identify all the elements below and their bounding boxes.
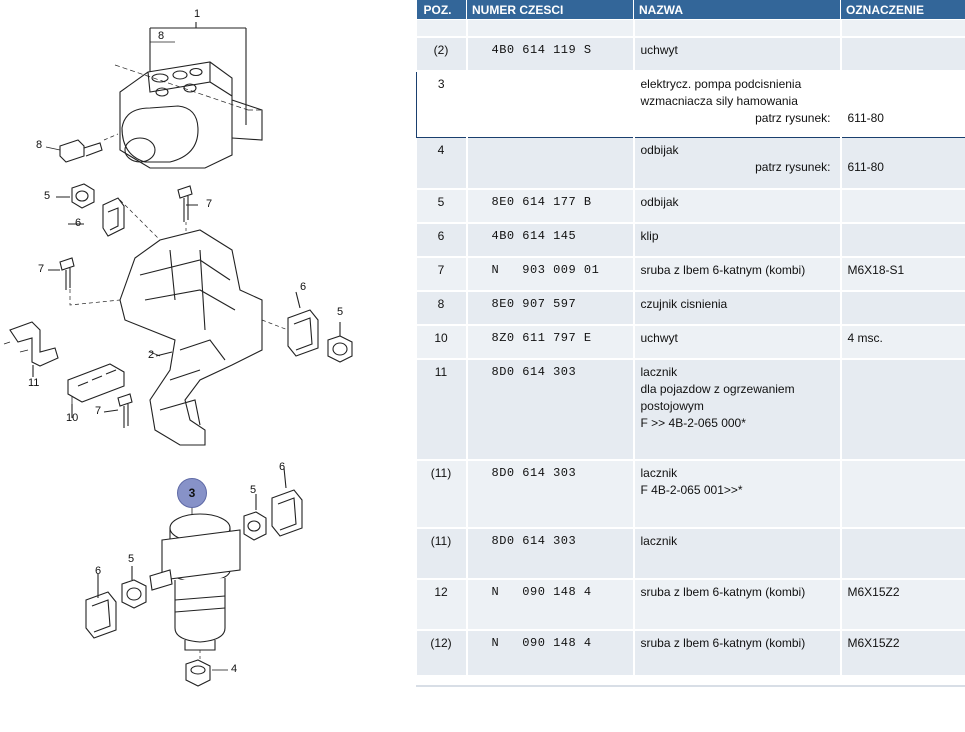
table-row[interactable] (417, 359, 965, 460)
cell-position: 3 (417, 71, 467, 138)
table-row[interactable] (417, 579, 965, 630)
cell-designation (841, 359, 965, 460)
parts-table (416, 0, 965, 677)
cell-designation: 4 msc. (841, 325, 965, 359)
callout-5-left: 5 (44, 190, 51, 202)
cell-designation: M6X18-S1 (841, 257, 965, 291)
table-row[interactable] (417, 291, 965, 325)
cell-designation (841, 291, 965, 325)
name-line: F >> 4B-2-065 000* (640, 415, 746, 430)
cell-part-number[interactable] (467, 71, 634, 138)
name-line: sruba z lbem 6-katnym (kombi) (640, 262, 806, 277)
designation-spacer (848, 76, 961, 93)
callout-5-pump-right: 5 (250, 484, 257, 496)
cell-position: 7 (417, 257, 467, 291)
callout-4: 4 (231, 663, 238, 675)
cell-position: 8 (417, 291, 467, 325)
cell-name (634, 20, 841, 37)
name-line: sruba z lbem 6-katnym (kombi) (640, 635, 806, 650)
cell-designation (841, 460, 965, 528)
cell-name (634, 528, 841, 579)
drawing-reference-link[interactable]: 611-80 (847, 110, 884, 125)
cell-position: 11 (417, 359, 467, 460)
cell-name (634, 189, 841, 223)
cell-position: 4 (417, 138, 467, 189)
selected-part-badge[interactable]: 3 (177, 478, 207, 508)
drawing-reference-link[interactable]: 611-80 (847, 160, 884, 174)
table-row[interactable] (417, 223, 965, 257)
cell-part-number[interactable]: 8E0 614 177 B (467, 189, 634, 223)
cell-designation (841, 528, 965, 579)
callout-6-pump-left: 6 (95, 565, 102, 577)
callout-10: 10 (66, 412, 79, 424)
header-designation[interactable]: OZNACZENIE (841, 0, 965, 20)
cell-position: (11) (417, 528, 467, 579)
table-row[interactable] (417, 71, 965, 138)
callout-8: 8 (36, 139, 43, 151)
callout-6-left: 6 (75, 217, 82, 229)
table-row[interactable] (417, 460, 965, 528)
cell-part-number[interactable]: 8D0 614 303 (467, 528, 634, 579)
name-line: sruba z lbem 6-katnym (kombi) (640, 584, 806, 599)
cell-designation (841, 189, 965, 223)
name-line: lacznik (640, 533, 678, 548)
cell-part-number[interactable]: 8Z0 611 797 E (467, 325, 634, 359)
table-row[interactable] (417, 325, 965, 359)
name-line: klip (640, 228, 659, 243)
cell-name (634, 71, 841, 138)
cell-designation (841, 20, 965, 37)
table-row[interactable] (417, 138, 965, 189)
header-part-number[interactable]: NUMER CZESCI (467, 0, 634, 20)
table-bottom-divider (416, 685, 965, 687)
cell-name (634, 257, 841, 291)
header-name[interactable]: NAZWA (634, 0, 841, 20)
name-line: odbijak (640, 143, 679, 157)
designation-spacer (848, 93, 961, 110)
cell-designation[interactable] (841, 138, 965, 189)
cell-position: 10 (417, 325, 467, 359)
name-line: dla pojazdow z ogrzewaniem (640, 381, 795, 396)
diagram-drawing (0, 0, 412, 732)
table-row[interactable] (417, 528, 965, 579)
name-line: wzmacniacza sily hamowania (640, 93, 798, 108)
cell-name (634, 223, 841, 257)
cell-part-number[interactable]: 4B0 614 145 (467, 223, 634, 257)
cell-name (634, 579, 841, 630)
cell-name (634, 630, 841, 676)
header-poz[interactable]: POZ. (417, 0, 467, 20)
table-row[interactable] (417, 20, 965, 37)
cell-part-number[interactable] (467, 138, 634, 189)
name-line: uchwyt (640, 330, 678, 345)
cell-designation: M6X15Z2 (841, 579, 965, 630)
callout-6-right: 6 (300, 281, 307, 293)
callout-5-right: 5 (337, 306, 344, 318)
table-row[interactable] (417, 189, 965, 223)
cell-position: 5 (417, 189, 467, 223)
parts-table-container (416, 0, 965, 688)
callout-7-left: 7 (38, 263, 45, 275)
callout-7-bottom: 7 (95, 405, 102, 417)
cell-designation (841, 223, 965, 257)
cell-name (634, 291, 841, 325)
callout-7-top: 7 (206, 198, 213, 210)
table-row[interactable] (417, 37, 965, 71)
callout-2: 2 (148, 349, 155, 361)
callout-11: 11 (28, 377, 40, 389)
cell-designation (841, 37, 965, 71)
cell-part-number[interactable] (467, 20, 634, 37)
cell-name (634, 37, 841, 71)
cell-position: 12 (417, 579, 467, 630)
cell-name (634, 138, 841, 189)
table-row[interactable] (417, 630, 965, 676)
name-line: uchwyt (640, 42, 678, 57)
name-line: elektrycz. pompa podcisnienia (640, 76, 802, 91)
cell-part-number[interactable]: N 090 148 4 (467, 579, 634, 630)
name-line: odbijak (640, 194, 679, 209)
cell-position (417, 20, 467, 37)
cell-position: 6 (417, 223, 467, 257)
cell-part-number[interactable]: N 090 148 4 (467, 630, 634, 676)
callout-8-top: 8 (158, 30, 165, 42)
name-line: lacznik (640, 465, 678, 480)
cell-designation: M6X15Z2 (841, 630, 965, 676)
cell-position: (2) (417, 37, 467, 71)
cell-name (634, 460, 841, 528)
see-drawing-label: patrz rysunek: (755, 110, 831, 125)
cell-part-number[interactable]: 4B0 614 119 S (467, 37, 634, 71)
table-header-row (417, 0, 965, 20)
table-row[interactable] (417, 257, 965, 291)
name-line: F 4B-2-065 001>>* (640, 482, 743, 497)
callout-6-pump-right: 6 (279, 461, 286, 473)
name-line: postojowym (640, 398, 704, 413)
name-line: lacznik (640, 364, 678, 379)
see-drawing-label: patrz rysunek: (755, 160, 831, 174)
table-body (417, 20, 965, 676)
cell-part-number[interactable]: 8D0 614 303 (467, 460, 634, 528)
callout-1: 1 (194, 8, 201, 20)
exploded-parts-diagram (0, 0, 412, 732)
cell-name (634, 359, 841, 460)
cell-position: (11) (417, 460, 467, 528)
cell-designation[interactable] (841, 71, 965, 138)
name-line: czujnik cisnienia (640, 296, 728, 311)
callout-5-pump-left: 5 (128, 553, 135, 565)
designation-spacer (848, 142, 960, 159)
cell-part-number[interactable]: 8D0 614 303 (467, 359, 634, 460)
cell-name (634, 325, 841, 359)
cell-part-number[interactable]: 8E0 907 597 (467, 291, 634, 325)
cell-part-number[interactable]: N 903 009 01 (467, 257, 634, 291)
cell-position: (12) (417, 630, 467, 676)
